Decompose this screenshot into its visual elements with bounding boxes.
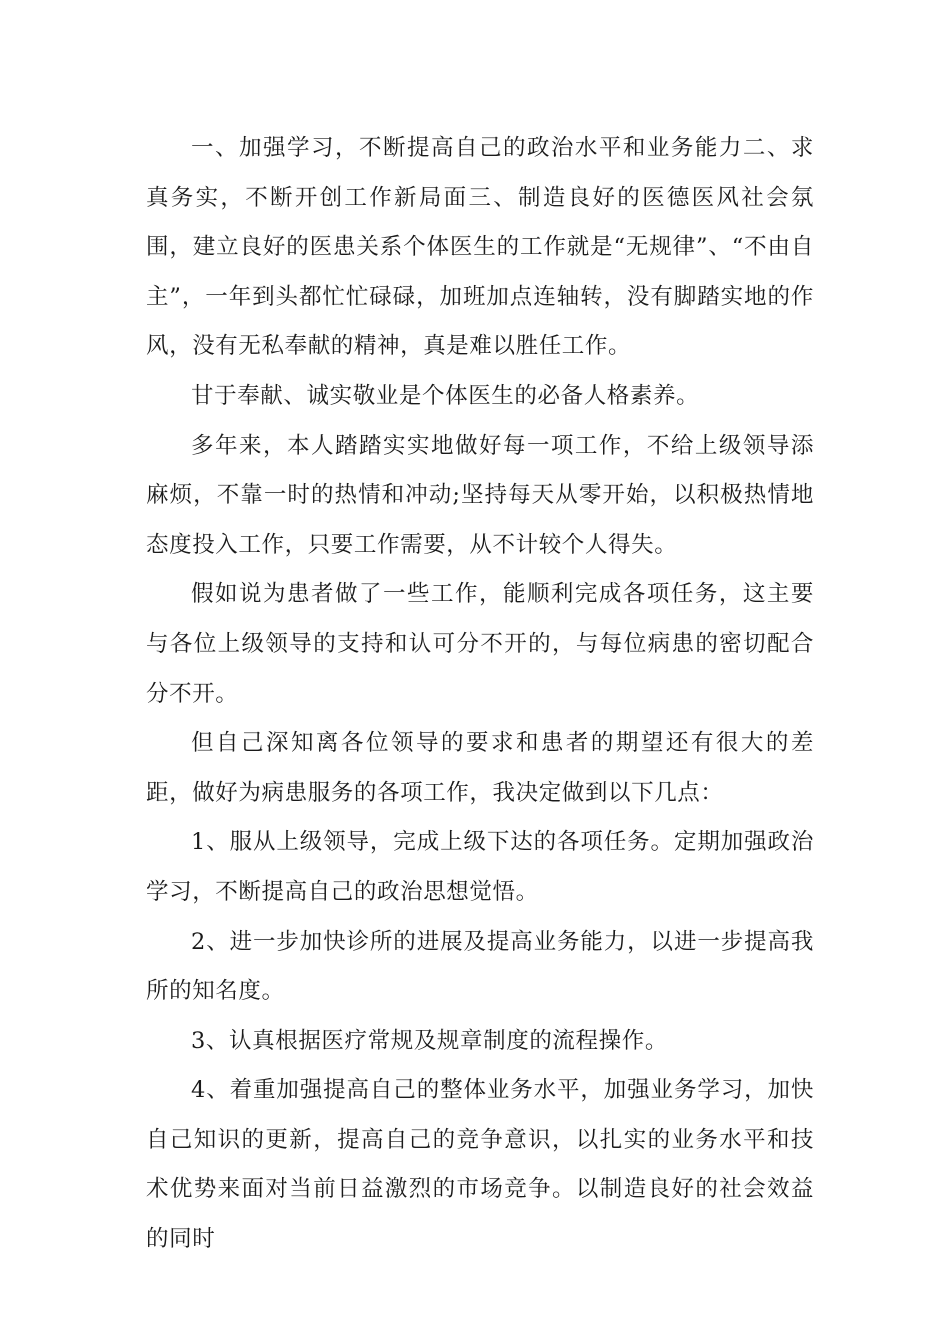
paragraph-6: 1、服从上级领导，完成上级下达的各项任务。定期加强政治学习，不断提高自己的政治思想觉悟。	[146, 829, 814, 905]
paragraph-1: 一、加强学习，不断提高自己的政治水平和业务能力二、求真务实，不断开创工作新局面三、制造良好的医德医风社会氛围，建立良好的医患关系个体医生的工作就是“无规律”、“不由自主”，一年到头都忙忙碌碌，加班加点连轴转，没有脚踏实地的作风，没有无私奉献的精神，真是难以胜任工作。	[146, 135, 814, 360]
paragraph-2: 甘于奉献、诚实敬业是个体医生的必备人格素养。	[191, 382, 700, 409]
paragraph-9: 4、着重加强提高自己的整体业务水平，加强业务学习，加快自己知识的更新，提高自己的竞争意识，以扎实的业务水平和技术优势来面对当前日益激烈的市场竞争。以制造良好的社会效益的同时	[146, 1077, 814, 1253]
paragraph-8: 3、认真根据医疗常规及规章制度的流程操作。	[191, 1027, 668, 1054]
document-body	[146, 124, 814, 1265]
paragraph-3: 多年来，本人踏踏实实地做好每一项工作，不给上级领导添麻烦，不靠一时的热情和冲动;坚持每天从零开始，以积极热情地态度投入工作，只要工作需要，从不计较个人得失。	[146, 432, 814, 558]
paragraph-5: 但自己深知离各位领导的要求和患者的期望还有很大的差距，做好为病患服务的各项工作，我决定做到以下几点：	[146, 730, 814, 806]
paragraph-7: 2、进一步加快诊所的进展及提高业务能力，以进一步提高我所的知名度。	[146, 928, 814, 1005]
paragraph-4: 假如说为患者做了一些工作，能顺利完成各项任务，这主要与各位上级领导的支持和认可分不开的，与每位病患的密切配合分不开。	[146, 581, 814, 707]
